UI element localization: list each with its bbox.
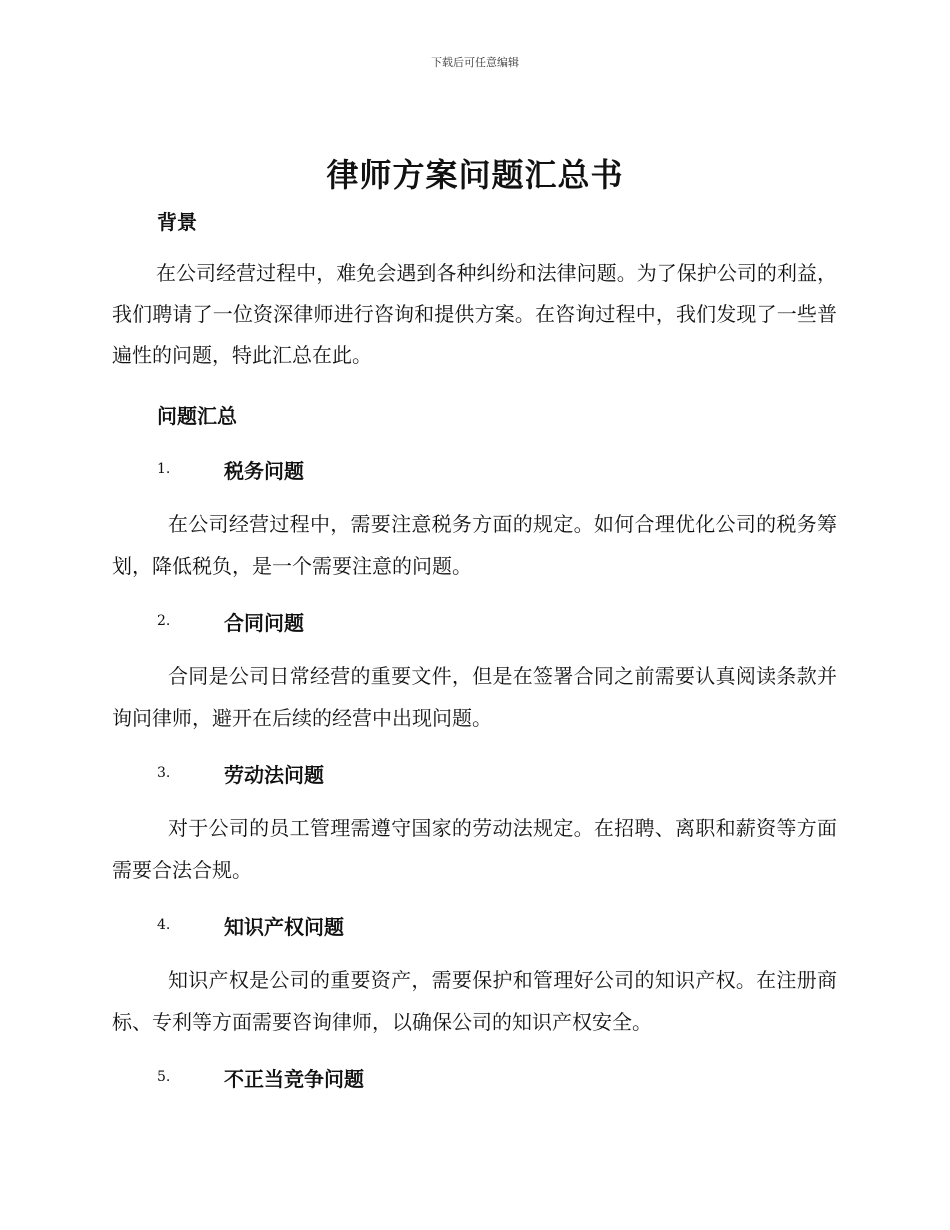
item-paragraph: 对于公司的员工管理需遵守国家的劳动法规定。在招聘、离职和薪资等方面需要合法合规。: [112, 816, 837, 882]
item-number: 5.: [157, 1069, 171, 1085]
item-title: 不正当竞争问题: [224, 1066, 364, 1091]
section-heading-summary: 问题汇总: [157, 404, 237, 428]
list-item: [157, 1063, 364, 1091]
item-number: 4.: [157, 917, 171, 933]
background-paragraph: 在公司经营过程中，难免会遇到各种纠纷和法律问题。为了保护公司的利益，我们聘请了一位资深律师进行咨询和提供方案。在咨询过程中，我们发现了一些普遍性的问题，特此汇总在此。: [112, 261, 837, 367]
document-title: 律师方案问题汇总书: [326, 156, 624, 194]
item-title: 税务问题: [224, 458, 304, 483]
list-item: [157, 455, 304, 483]
item-title: 合同问题: [224, 610, 304, 635]
item-title: 知识产权问题: [224, 914, 344, 939]
item-number: 1.: [157, 461, 171, 477]
section-heading-background: 背景: [157, 210, 197, 234]
page-header-note: 下载后可任意编辑: [431, 56, 519, 69]
list-item: [157, 759, 324, 787]
item-title: 劳动法问题: [224, 762, 324, 787]
list-item: [157, 911, 344, 939]
item-number: 3.: [157, 765, 171, 781]
item-paragraph: 合同是公司日常经营的重要文件，但是在签署合同之前需要认真阅读条款并询问律师，避开在后续的经营中出现问题。: [112, 664, 837, 730]
item-number: 2.: [157, 613, 171, 629]
item-paragraph: 在公司经营过程中，需要注意税务方面的规定。如何合理优化公司的税务筹划，降低税负，是一个需要注意的问题。: [112, 512, 837, 578]
item-paragraph: 知识产权是公司的重要资产，需要保护和管理好公司的知识产权。在注册商标、专利等方面需要咨询律师，以确保公司的知识产权安全。: [112, 968, 837, 1034]
list-item: [157, 607, 304, 635]
